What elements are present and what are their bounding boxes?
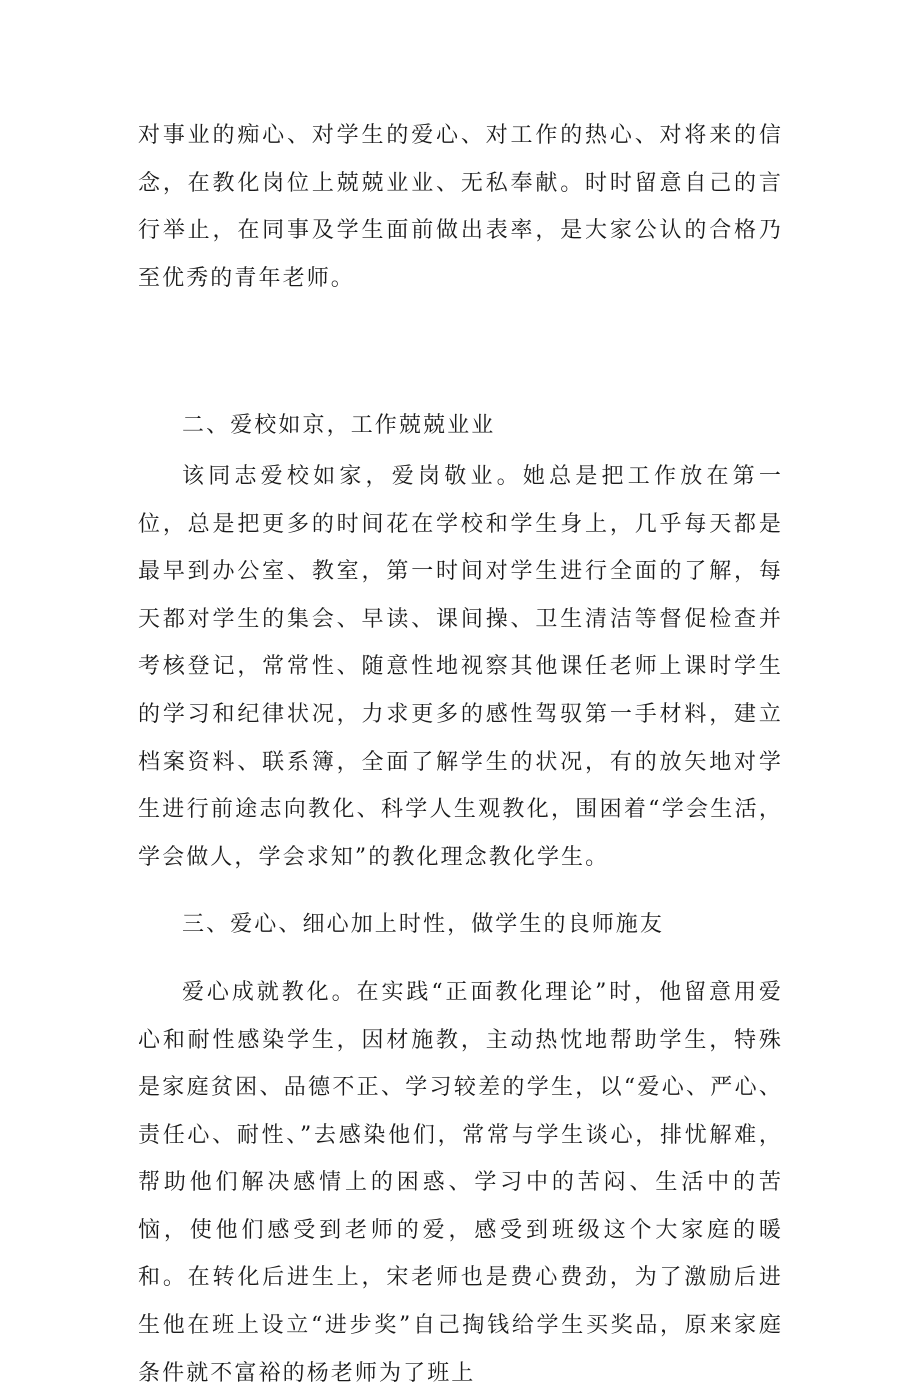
section-3-body: 爱心成就教化。在实践“正面教化理论”时，他留意用爱心和耐性感染学生，因材施教，主动热忱地帮助学生，特殊是家庭贫困、品德不正、学习较差的学生，以“爱心、严心、责任心、耐性、”去感染他们，常常与学生谈心，排忧解难，帮助他们解决感情上的困惑、学习中的苦闷、生活中的苦恼，使他们感受到老师的爱，感受到班级这个大家庭的暖和。在转化后进生上，宋老师也是费心费劲，为了激励后进生他在班上设立“进步奖”自己掏钱给学生买奖品，原来家庭条件就不富裕的杨老师为了班上 (138, 979, 783, 1386)
section-3-heading: 三、爱心、细心加上时性，做学生的良师施友 (182, 912, 665, 938)
document-page (138, 112, 783, 1397)
section-2-heading: 二、爱校如京，工作兢兢业业 (182, 413, 496, 439)
section-2-body: 该同志爱校如家，爱岗敬业。她总是把工作放在第一位，总是把更多的时间花在学校和学生身上，几乎每天都是最早到办公室、教室，第一时间对学生进行全面的了解，每天都对学生的集会、早读、课间操、卫生清洁等督促检查并考核登记，常常性、随意性地视察其他课任老师上课时学生的学习和纪律状况，力求更多的感性驾驭第一手材料，建立档案资料、联系簿，全面了解学生的状况，有的放矢地对学生进行前途志向教化、科学人生观教化，围困着“学会生活，学会做人，学会求知”的教化理念教化学生。 (138, 463, 783, 870)
paragraph-intro: 对事业的痴心、对学生的爱心、对工作的热心、对将来的信念，在教化岗位上兢兢业业、无私奉献。时时留意自己的言行举止，在同事及学生面前做出表率，是大家公认的合格乃至优秀的青年老师。 (138, 123, 783, 291)
